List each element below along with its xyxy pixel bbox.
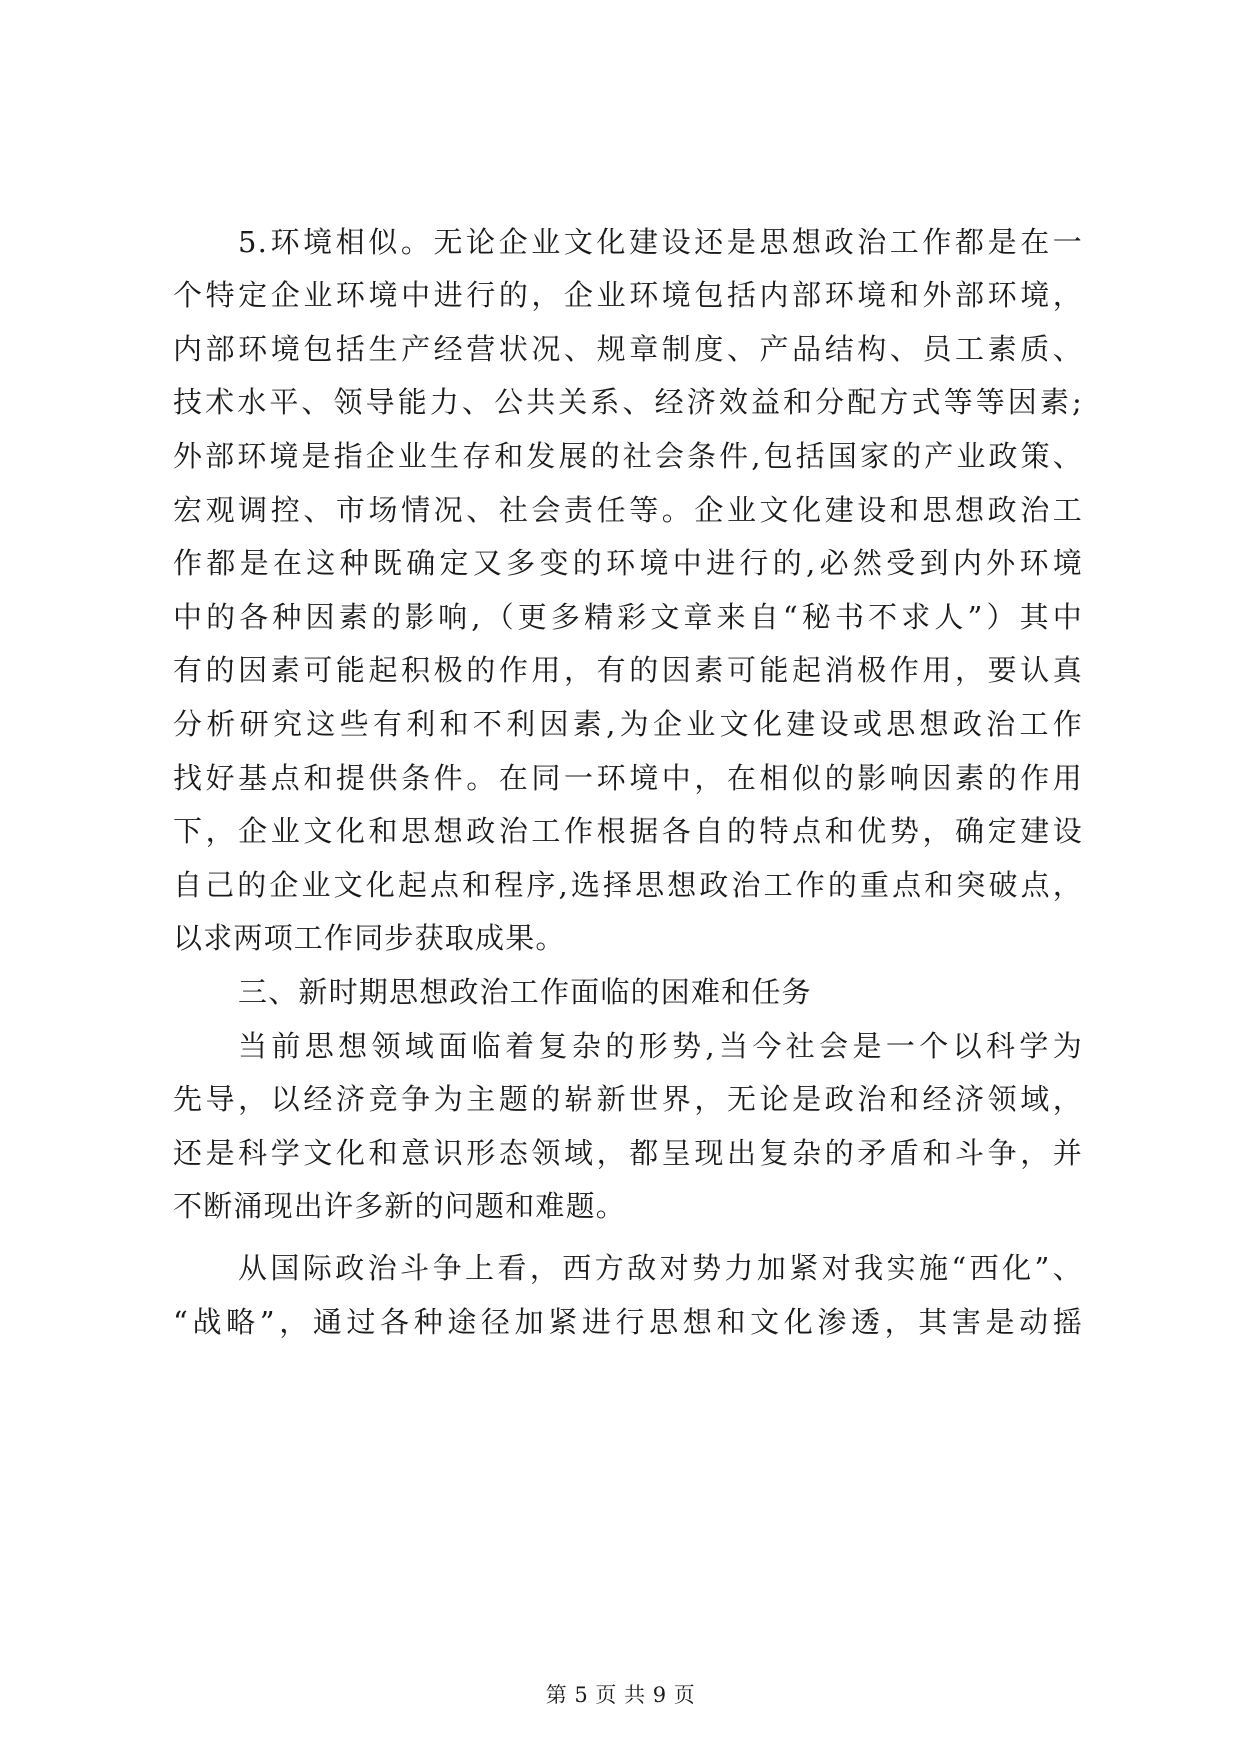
- paragraph-line: 中的各种因素的影响,（更多精彩文章来自“秘书不求人”）其中: [173, 600, 1083, 634]
- paragraph-line: 下，企业文化和思想政治工作根据各自的特点和优势，确定建设: [173, 814, 1083, 848]
- paragraph-line: 作都是在这种既确定又多变的环境中进行的,必然受到内外环境: [173, 546, 1083, 580]
- paragraph-line: 个特定企业环境中进行的，企业环境包括内部环境和外部环境，: [173, 278, 1083, 312]
- paragraph-line: 以求两项工作同步获取成果。: [173, 921, 566, 955]
- paragraph-line: 分析研究这些有利和不利因素,为企业文化建设或思想政治工作: [173, 707, 1083, 741]
- paragraph-line: 先导，以经济竞争为主题的崭新世界，无论是政治和经济领域，: [173, 1082, 1083, 1116]
- section-heading: 三、新时期思想政治工作面临的困难和任务: [238, 975, 812, 1009]
- paragraph-line: 技术水平、领导能力、公共关系、经济效益和分配方式等等因素;: [173, 385, 1083, 419]
- paragraph-line: 有的因素可能起积极的作用，有的因素可能起消极作用，要认真: [173, 653, 1083, 687]
- paragraph-line: 从国际政治斗争上看，西方敌对势力加紧对我实施“西化”、: [238, 1251, 1083, 1285]
- paragraph-line: 外部环境是指企业生存和发展的社会条件,包括国家的产业政策、: [173, 439, 1083, 473]
- paragraph-line: 还是科学文化和意识形态领域，都呈现出复杂的矛盾和斗争，并: [173, 1136, 1083, 1170]
- paragraph-line: “战略”，通过各种途径加紧进行思想和文化渗透，其害是动摇: [173, 1305, 1083, 1339]
- paragraph-line: 内部环境包括生产经营状况、规章制度、产品结构、员工素质、: [173, 332, 1083, 366]
- paragraph-line: 当前思想领域面临着复杂的形势,当今社会是一个以科学为: [238, 1029, 1083, 1063]
- paragraph-line: 找好基点和提供条件。在同一环境中，在相似的影响因素的作用: [173, 761, 1083, 795]
- paragraph-line: 宏观调控、市场情况、社会责任等。企业文化建设和思想政治工: [173, 493, 1083, 527]
- page-number-footer: 第 5 页 共 9 页: [545, 1683, 696, 1707]
- paragraph-line: 自己的企业文化起点和程序,选择思想政治工作的重点和突破点，: [173, 868, 1083, 902]
- paragraph-line: 不断涌现出许多新的问题和难题。: [173, 1189, 627, 1223]
- paragraph-line: 5.环境相似。无论企业文化建设还是思想政治工作都是在一: [238, 225, 1083, 259]
